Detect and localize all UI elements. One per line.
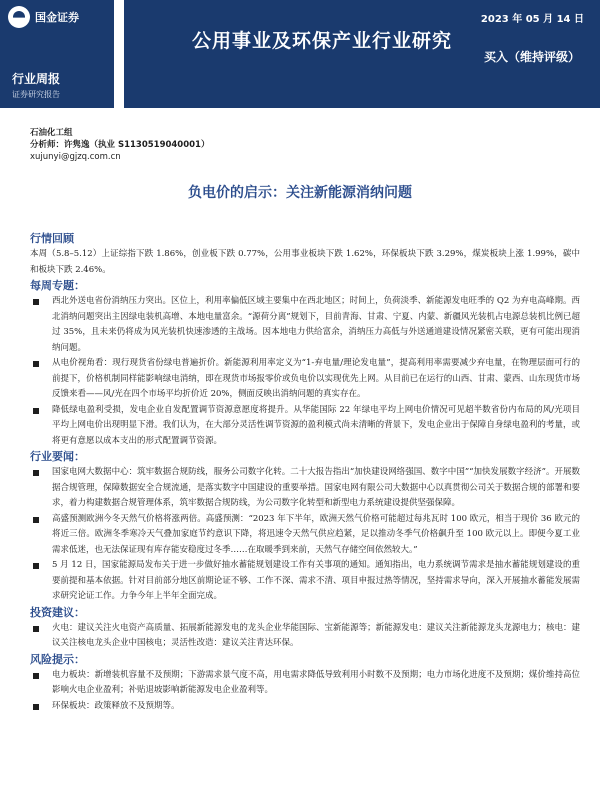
list-item-text: 火电：建议关注火电资产高质量、拓展新能源发电的龙头企业华能国际、宝新能源等；新能源发电：建议关注新能源龙头龙源电力；核电：建议关注核电龙头企业中国核电；灵活性改造：建议关注青达环保。 [52,622,580,648]
list-item-text: 西北外送电省份消纳压力突出。区位上，利用率偏低区域主要集中在西北地区；时间上，负荷淡季、新能源发电旺季的 Q2 为弃电高峰期。西北消纳问题突出主因绿电装机高增、本地电量富余。“源荷分离”规划下，目前青海、甘肃、宁夏、内蒙、新疆风光装机占电源总装机比例已超过 35%，且未来仍将成为风光装机快速渗透的主战场。因本地电力供给富余，消纳压力高低与外送通道建设情况紧密关联，更有可能出现消纳问题。 [52,296,580,353]
header-left-panel [0,0,114,108]
list-item-text: 从电价视角看：现行现货省份绿电普遍折价。新能源利用率定义为“1-弃电量/理论发电量”，提高利用率需要减少弃电量，在物理层面可行的前提下，价格机制同样能影响绿电消纳，即在现货市场报零价或负电价以实现优先上网。从目前已在运行的山西、甘肃、蒙西、山东现货市场反馈来看——风/光在四个市场平均折价近 20%，侧面反映出消纳问题的真实存在。 [52,358,580,399]
risk-list [30,668,580,715]
report-title: 公用事业及环保产业行业研究 [192,30,453,52]
section-title-invest: 投资建议： [30,605,85,619]
list-item [30,403,580,450]
list-item-text: 电力板块：新增装机容量不及预期；下游需求景气度不高，用电需求降低导致利用小时数不及预期；电力市场化进度不及预期；煤价维持高位影响火电企业盈利；补贴退坡影响新能源发电企业盈利等。 [52,669,580,695]
list-item-text: 国家电网大数据中心：筑牢数据合规防线，服务公司数字化转。二十大报告指出“加快建设网络强国、数字中国”“加快发展数字经济”。开展数据合规管理，保障数据安全合规流通，是落实数字中国建设的重要举措。国家电网有限公司大数据中心以真贯彻公司关于数据合规的部署和要求，着力构建数据合规管理体系，筑牢数据合规防线，为公司数字化转型和新型电力系统建设提供坚强保障。 [52,467,580,508]
logo-text: 国金证券 [35,11,79,24]
analyst-team: 石油化工组 [30,128,73,138]
report-type: 行业周报 [12,72,61,86]
logo-icon [8,6,30,28]
list-item [30,699,580,715]
review-text: 本周（5.8–5.12）上证综指下跌 1.86%，创业板下跌 0.77%，公用事业板块下跌 1.62%，环保板块下跌 3.29%，煤炭板块上涨 1.99%，碳中和板块下跌 2.46%。 [30,249,580,275]
list-item [30,512,580,559]
section-title-news: 行业要闻： [30,450,85,463]
section-title-risk: 风险提示： [30,652,85,666]
brand-logo [8,6,79,28]
report-headline: 负电价的启示：关注新能源消纳问题 [188,185,412,201]
square-bullet-icon [33,361,39,367]
report-subtype: 证券研究报告 [12,90,60,99]
square-bullet-icon [33,626,39,632]
report-header [0,0,600,116]
list-item-text: 5 月 12 日，国家能源局发布关于进一步做好抽水蓄能规划建设工作有关事项的通知。通知指出，电力系统调节需求是抽水蓄能规划建设的重要前提和基本依据。针对目前部分地区前期论证不够、工作不深、需求不清、项目申报过热等情况，坚持需求导向，深入开展抽水蓄能发展需求研究论证工作。力争今年上半年全面完成。 [52,560,580,601]
list-item-text: 高盛预测欧洲今冬天然气价格将涨两倍。高盛预测：“2023 年下半年，欧洲天然气价格可能超过每兆瓦时 100 欧元，相当于现价 36 欧元的将近三倍。欧洲冬季寒冷天气叠加家庭节约意识下降，将迅速令天然气供应趋紧，足以推动冬季气价格飙升至 100 欧元以上。即便今夏工业需求低迷，也无法保证现有库存能安稳度过冬季……在取暖季到来前，天然气存储空间依然较大。” [52,513,580,555]
list-item [30,294,580,356]
list-item-text: 环保板块：政策释放不及预期等。 [52,700,180,711]
analyst-name: 分析师：许隽逸（执业 S1130519040001） [30,140,210,150]
report-date: 2023 年 05 月 14 日 [480,14,584,25]
report-body [30,231,580,714]
section-title-weekly: 每周专题： [30,279,85,292]
square-bullet-icon [33,470,39,476]
list-item [30,668,580,699]
list-item-text: 降低绿电盈利受损，发电企业自发配置调节资源意愿度将提升。从华能国际 22 年绿电平均上网电价情况可见超半数省份内布局的风/光项目平均上网电价出现明显下滑。我们认为，在大部分灵活性调节资源的盈利模式尚未清晰的背景下，发电企业出于保障自身绿电盈利的考量，或将更有意愿以成本支出的形式配置调节资源。 [52,404,580,446]
rating-badge: 买入（维持评级） [483,50,580,64]
square-bullet-icon [33,517,39,523]
invest-list [30,621,580,652]
news-list [30,465,580,605]
list-item [30,465,580,512]
header-right-panel [124,0,600,108]
square-bullet-icon [33,673,39,679]
list-item [30,356,580,403]
list-item [30,621,580,652]
square-bullet-icon [33,408,39,414]
section-title-review: 行情回顾 [30,232,74,245]
list-item [30,558,580,605]
weekly-list [30,294,580,449]
square-bullet-icon [33,563,39,569]
square-bullet-icon [33,299,39,305]
analyst-email: xujunyi@gjzq.com.cn [30,152,121,162]
analyst-info [30,127,209,163]
square-bullet-icon [33,704,39,710]
